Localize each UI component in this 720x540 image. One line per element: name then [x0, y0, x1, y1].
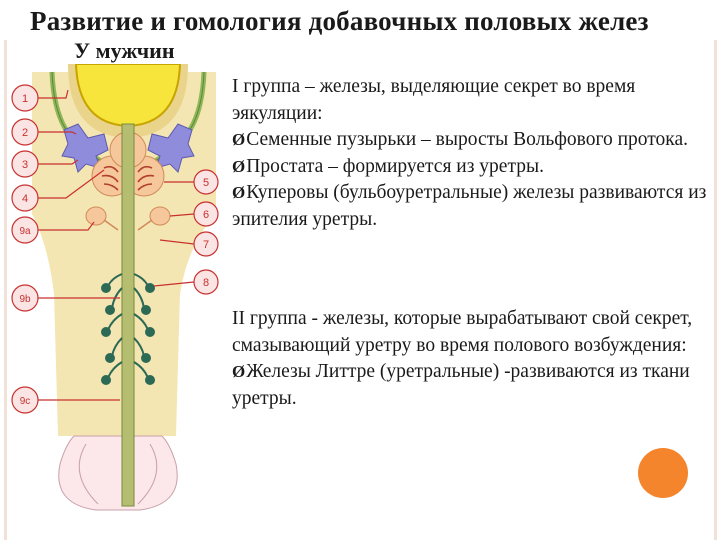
- group1-item: ØПростата – формируется из уретры.: [232, 154, 708, 181]
- arrow-bullet-icon: Ø: [232, 156, 246, 176]
- label-8: [194, 270, 218, 294]
- label-9a: [12, 217, 38, 243]
- label-4: [12, 185, 38, 211]
- svg-text:9b: 9b: [19, 294, 31, 305]
- svg-text:1: 1: [21, 93, 29, 105]
- group1-item: ØКуперовы (бульбоуретральные) железы развиваются из эпителия уретры.: [232, 182, 707, 230]
- arrow-bullet-icon: Ø: [232, 130, 246, 149]
- group2-heading: II группа - железы, которые вырабатывают свой секрет, смазывающий уретру во время полового возбуждения:: [232, 308, 693, 356]
- svg-text:7: 7: [202, 239, 210, 251]
- svg-text:3: 3: [21, 159, 29, 171]
- bulbourethral-gland-right: [150, 207, 170, 225]
- right-decor-bar: [714, 40, 717, 540]
- arrow-bullet-icon: Ø: [232, 183, 246, 202]
- arrow-bullet-icon: Ø: [232, 362, 246, 381]
- svg-text:4: 4: [21, 193, 29, 205]
- decorative-circle: [638, 448, 688, 498]
- svg-text:6: 6: [202, 209, 210, 221]
- group1-item: ØСеменные пузырьки – выросты Вольфового протока.: [232, 127, 708, 154]
- group2-text: [232, 306, 708, 412]
- svg-text:8: 8: [202, 277, 210, 289]
- svg-text:2: 2: [21, 127, 29, 139]
- svg-text:9a: 9a: [19, 226, 31, 237]
- label-9c: [12, 387, 38, 413]
- label-5: [194, 170, 218, 194]
- page-title: Развитие и гомология добавочных половых желез: [30, 6, 649, 36]
- label-1: [12, 85, 38, 111]
- group2-item: ØЖелезы Литтре (уретральные) -развиваются из ткани уретры.: [232, 361, 690, 409]
- label-3: [12, 151, 38, 177]
- label-2: [12, 119, 38, 145]
- urethra: [122, 124, 134, 506]
- label-7: [194, 232, 218, 256]
- svg-text:9c: 9c: [19, 396, 31, 407]
- group1-heading: I группа – железы, выделяющие секрет во время эякуляции:: [232, 76, 636, 124]
- anatomy-diagram: [8, 64, 226, 512]
- left-decor-bar: [4, 40, 7, 540]
- label-6: [194, 202, 218, 226]
- svg-text:5: 5: [202, 177, 210, 189]
- label-9b: [12, 285, 38, 311]
- group1-text: [232, 74, 708, 233]
- bulbourethral-gland-left: [86, 207, 106, 225]
- glans-shape: [59, 436, 177, 510]
- page-subtitle: У мужчин: [74, 38, 175, 63]
